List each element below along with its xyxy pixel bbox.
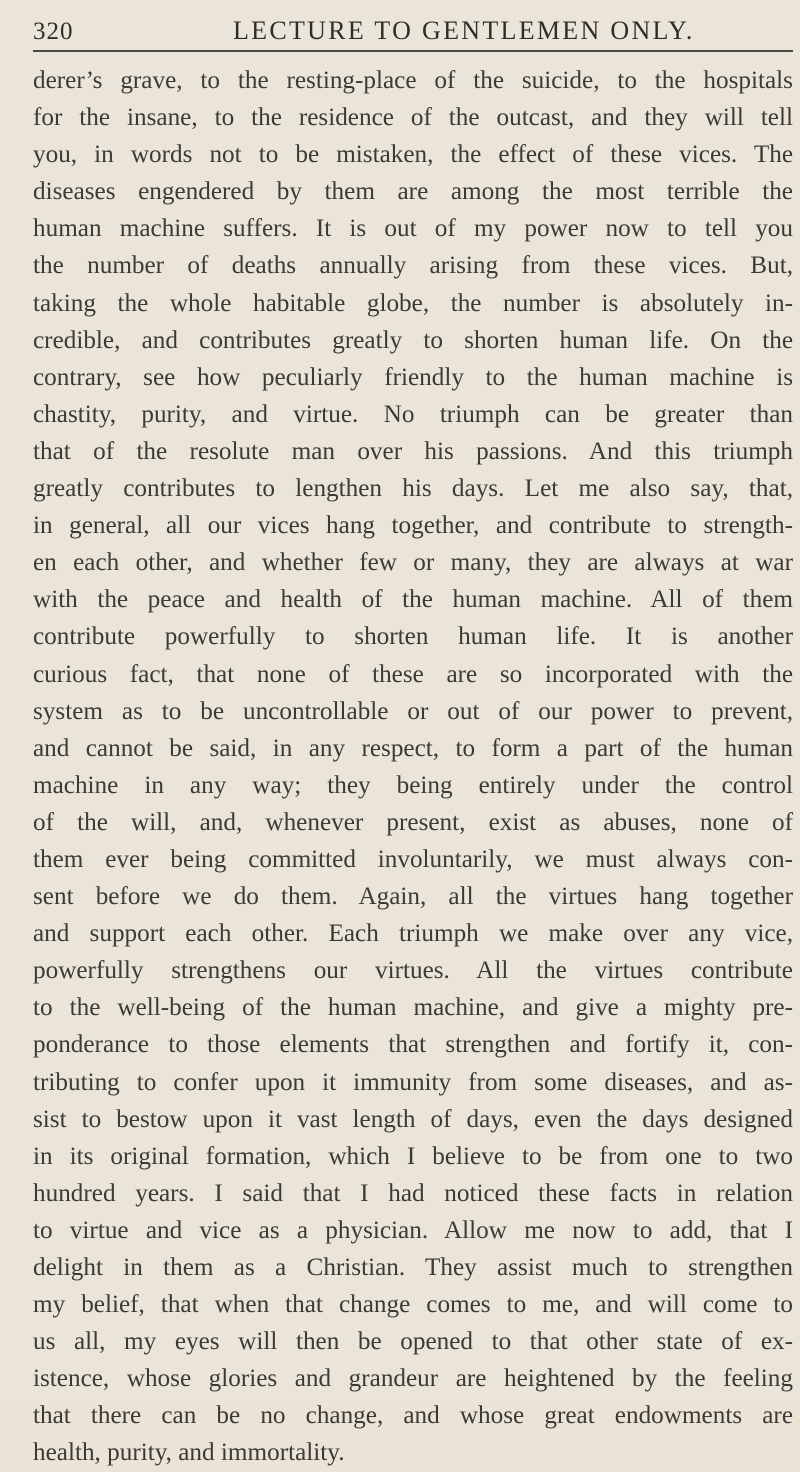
text-line: and support each other. Each triumph we make over any vice, bbox=[33, 920, 793, 948]
text-line: to virtue and vice as a physician. Allow me now to add, that I bbox=[33, 1216, 793, 1244]
page-header bbox=[33, 16, 793, 52]
text-line: system as to be uncontrollable or out of our power to prevent, bbox=[33, 697, 793, 725]
text-line: diseases engendered by them are among the most terrible the bbox=[33, 178, 793, 206]
text-line: them ever being committed involuntarily, we must always con- bbox=[33, 845, 793, 873]
text-line: my belief, that when that change comes to me, and will come to bbox=[33, 1291, 793, 1319]
text-line: curious fact, that none of these are so incorporated with the bbox=[33, 660, 793, 688]
text-line: contribute powerfully to shorten human life. It is another bbox=[33, 623, 793, 651]
text-line: delight in them as a Christian. They assist much to strengthen bbox=[33, 1254, 793, 1281]
text-line: ponderance to those elements that strengthen and fortify it, con- bbox=[33, 1031, 793, 1059]
text-line: chastity, purity, and virtue. No triumph can be greater than bbox=[33, 400, 793, 428]
text-line: istence, whose glories and grandeur are heightened by the feeling bbox=[33, 1365, 793, 1393]
page-number: 320 bbox=[33, 18, 74, 45]
text-line: the number of deaths annually arising from these vices. But, bbox=[33, 252, 793, 280]
text-line: en each other, and whether few or many, they are always at war bbox=[33, 549, 793, 577]
text-line: you, in words not to be mistaken, the effect of these vices. The bbox=[33, 141, 793, 169]
text-line: derer’s grave, to the resting-place of the suicide, to the hospitals bbox=[33, 67, 793, 94]
text-line: machine in any way; they being entirely under the control bbox=[33, 771, 793, 799]
text-line: tributing to confer upon it immunity from some diseases, and as- bbox=[33, 1068, 793, 1096]
text-line: credible, and contributes greatly to shorten human life. On the bbox=[33, 326, 793, 354]
text-line: greatly contributes to lengthen his days. Let me also say, that, bbox=[33, 475, 793, 503]
text-line-last: health, purity, and immortality. bbox=[33, 1439, 345, 1467]
text-line: that there can be no change, and whose great endowments are bbox=[33, 1402, 793, 1430]
text-line: powerfully strengthens our virtues. All the virtues contribute bbox=[33, 957, 793, 985]
text-line: for the insane, to the residence of the outcast, and they will tell bbox=[33, 104, 793, 132]
text-line: with the peace and health of the human machine. All of them bbox=[33, 586, 793, 614]
text-line: hundred years. I said that I had noticed these facts in relation bbox=[33, 1179, 793, 1207]
text-line: of the will, and, whenever present, exist as abuses, none of bbox=[33, 808, 793, 836]
text-line: in general, all our vices hang together, and contribute to strength- bbox=[33, 512, 793, 540]
body-text bbox=[33, 62, 793, 1472]
text-line: sist to bestow upon it vast length of days, even the days designed bbox=[33, 1105, 793, 1133]
text-line: and cannot be said, in any respect, to form a part of the human bbox=[33, 734, 793, 762]
text-line: us all, my eyes will then be opened to that other state of ex- bbox=[33, 1328, 793, 1356]
text-line: sent before we do them. Again, all the virtues hang together bbox=[33, 883, 793, 911]
text-line: human machine suffers. It is out of my power now to tell you bbox=[33, 215, 793, 243]
text-line: in its original formation, which I believe to be from one to two bbox=[33, 1142, 793, 1170]
running-title: LECTURE TO GENTLEMEN ONLY. bbox=[233, 16, 695, 45]
text-line: that of the resolute man over his passions. And this triumph bbox=[33, 437, 793, 465]
text-line: contrary, see how peculiarly friendly to the human machine is bbox=[33, 363, 793, 391]
text-line: to the well-being of the human machine, and give a mighty pre- bbox=[33, 994, 793, 1022]
text-line: taking the whole habitable globe, the number is absolutely in- bbox=[33, 289, 793, 317]
